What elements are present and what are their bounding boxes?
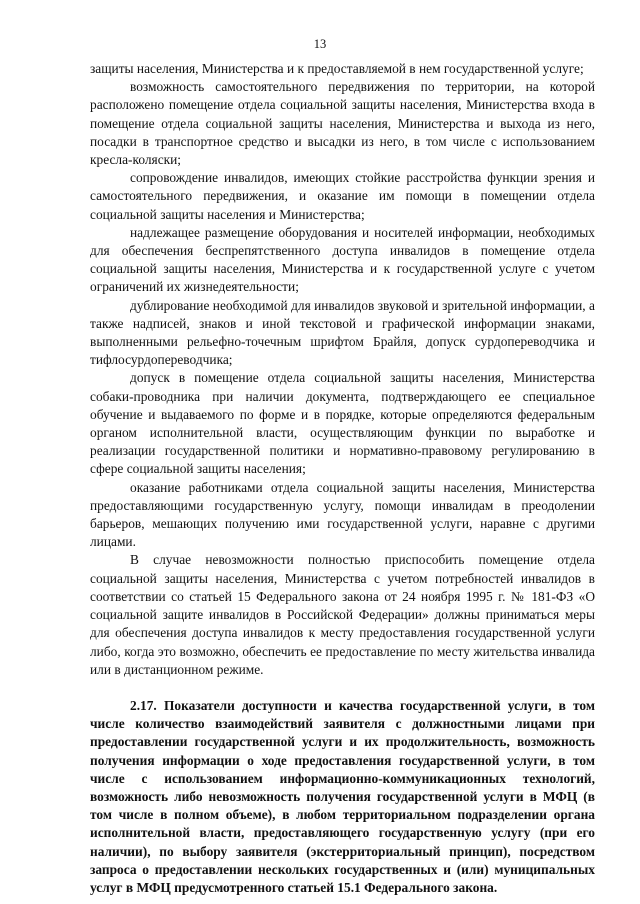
paragraph-guide-dog: допуск в помещение отдела социальной защиты населения, Министерства собаки-проводника при наличии документа, подтверждающего ее специальное обучение и выдаваемого по форме и в порядке, которые определяются федеральным органом исполнительной власти, осуществляющим функции по выработке и реализации государственной политики и нормативно-правовому регулированию в сфере социальной защиты населения; bbox=[90, 370, 595, 477]
paragraph-equipment: надлежащее размещение оборудования и носителей информации, необходимых для обеспечения беспрепятственного доступа инвалидов в помещение отдела социальной защиты населения, Министерства и к государственной услуге с учетом ограничений их жизнедеятельности; bbox=[90, 224, 595, 295]
paragraph-duplication: дублирование необходимой для инвалидов звуковой и зрительной информации, а также надписей, знаков и иной текстовой и графической информации знаками, выполненными рельефно-точечным шрифтом Брайля, допуск сурдопереводчика и тифлосурдопереводчика; bbox=[90, 297, 595, 368]
page-number: 13 bbox=[313, 37, 327, 51]
paragraph-assistance: оказание работниками отдела социальной защиты населения, Министерства предоставляющими государственную услугу, помощи инвалидам в преодолении барьеров, мешающих получению ими государственной услуги, наравне с другими лицами. bbox=[90, 479, 595, 550]
paragraph-continuation: защиты населения, Министерства и к предоставляемой в нем государственной услуге; bbox=[90, 61, 584, 76]
paragraph-impossibility: В случае невозможности полностью приспособить помещение отдела социальной защиты населения, Министерства с учетом потребностей инвалидов в соответствии со статьей 15 Федерального закона от 24 ноября 1995 г. № 181-ФЗ «О социальной защите инвалидов в Российской Федерации» должны приниматься меры для обеспечения доступа инвалидов к месту предоставления государственной услуги либо, когда это возможно, обеспечить ее предоставление по месту жительства инвалида или в дистанционном режиме. bbox=[90, 552, 595, 677]
paragraph-mobility: возможность самостоятельного передвижения по территории, на которой расположено помещение отдела социальной защиты населения, Министерства входа в помещение отдела социальной защиты населения, Министерства и выхода из него, посадки в транспортное средство и высадки из него, в том числе с использованием кресла-коляски; bbox=[90, 79, 595, 168]
document-body bbox=[90, 60, 595, 897]
section-heading-2-17: 2.17. Показатели доступности и качества государственной услуги, в том числе количество взаимодействий заявителя с должностными лицами при предоставлении государственной услуги и их продолжительность, возможность получения информации о ходе предоставления государственной услуги, в том числе с использованием информационно-коммуникационных технологий, возможность либо невозможность получения государственной услуги в МФЦ (в том числе в полном объеме), в любом территориальном подразделении органа исполнительной власти, предоставляющего государственную услугу (при его наличии), по выбору заявителя (экстерриториальный принцип), посредством запроса о предоставлении нескольких государственных и (или) муниципальных услуг в МФЦ предусмотренного статьей 15.1 Федерального закона. bbox=[90, 697, 595, 895]
paragraph-escort: сопровождение инвалидов, имеющих стойкие расстройства функции зрения и самостоятельного передвижения, и оказание им помощи в помещении отдела социальной защиты населения и Министерства; bbox=[90, 170, 595, 222]
